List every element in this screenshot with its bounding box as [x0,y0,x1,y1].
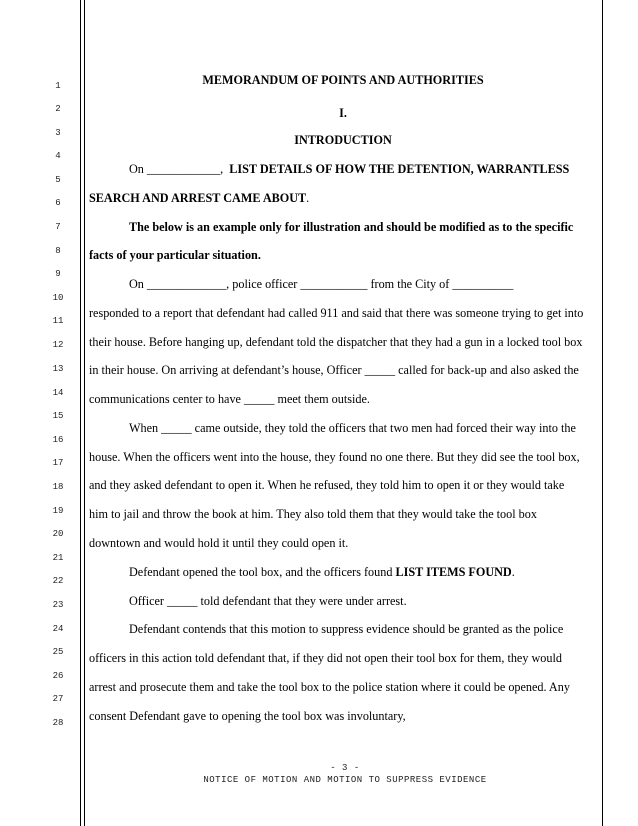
line-number: 7 [55,222,61,232]
paragraph-3-line-4: in their house. On arriving at defendant’s house, Officer _____ called for back-up and also asked the [89,363,579,377]
paragraph-3-line-5: communications center to have _____ meet them outside. [89,392,370,406]
line-number: 18 [52,482,64,492]
line-number: 4 [55,151,61,161]
line-number: 23 [52,600,64,610]
paragraph-4-line-2: house. When the officers went into the house, they found no one there. But they did see the tool box, [89,450,580,464]
paragraph-6-line-1: Officer _____ told defendant that they were under arrest. [129,594,407,608]
line-number: 14 [52,388,64,398]
line-number: 26 [52,671,64,681]
paragraph-3-line-1: On _____________, police officer ___________ from the City of __________ [129,277,514,291]
line-number: 9 [55,269,61,279]
line-number: 15 [52,411,64,421]
footer-caption: NOTICE OF MOTION AND MOTION TO SUPPRESS EVIDENCE [203,775,487,785]
paragraph-4-line-3: and they asked defendant to open it. When he refused, they told him to open it or they would take [89,478,565,492]
paragraph-7-line-1: Defendant contends that this motion to suppress evidence should be granted as the police [129,622,564,636]
page-number: - 3 - [330,763,360,773]
line-number: 6 [55,198,61,208]
line-number: 5 [55,175,61,185]
paragraph-3-line-3: their house. Before hanging up, defendant told the dispatcher that they had a gun in a locked tool box [89,335,583,349]
line-number: 8 [55,246,61,256]
line-number: 17 [52,458,64,468]
paragraph-1-line-1: On ____________, LIST DETAILS OF HOW THE DETENTION, WARRANTLESS [129,162,570,176]
paragraph-4-line-4: him to jail and throw the book at him. They also told them that they would take the tool box [89,507,537,521]
line-number: 11 [52,316,64,326]
paragraph-7-line-2: officers in this action told defendant that, if they did not open their tool box for them, they would [89,651,562,665]
paragraph-5-line-1: Defendant opened the tool box, and the officers found LIST ITEMS FOUND. [129,565,515,579]
line-number: 16 [52,435,64,445]
line-number: 22 [52,576,64,586]
section-numeral: I. [339,106,347,120]
line-number: 3 [55,128,61,138]
line-number: 21 [52,553,64,563]
line-number: 20 [52,529,64,539]
line-number: 24 [52,624,64,634]
paragraph-1-line-2: SEARCH AND ARREST CAME ABOUT. [89,191,310,205]
paragraph-4-line-5: downtown and would hold it until they could open it. [89,536,349,550]
memorandum-title: MEMORANDUM OF POINTS AND AUTHORITIES [202,73,484,87]
paragraph-7-line-3: arrest and prosecute them and take the tool box to the police station where it could be opened. Any [89,680,570,694]
line-number: 25 [52,647,64,657]
right-margin-rule [602,0,603,826]
section-title: INTRODUCTION [294,133,392,147]
paragraph-4-line-1: When _____ came outside, they told the officers that two men had forced their way into the [129,421,576,435]
line-number: 10 [52,293,64,303]
paragraph-2-line-1: The below is an example only for illustration and should be modified as to the specific [129,220,574,234]
line-number: 1 [55,81,61,91]
left-margin-rule-outer [80,0,81,826]
line-number: 12 [52,340,64,350]
left-margin-rule-inner [84,0,85,826]
paragraph-3-line-2: responded to a report that defendant had called 911 and said that there was someone trying to get into [89,306,584,320]
line-number: 19 [52,506,64,516]
line-number: 2 [55,104,61,114]
line-number: 28 [52,718,64,728]
line-number: 13 [52,364,64,374]
paragraph-2-line-2: facts of your particular situation. [89,248,261,262]
paragraph-7-line-4: consent Defendant gave to opening the tool box was involuntary, [89,709,406,723]
line-number: 27 [52,694,64,704]
